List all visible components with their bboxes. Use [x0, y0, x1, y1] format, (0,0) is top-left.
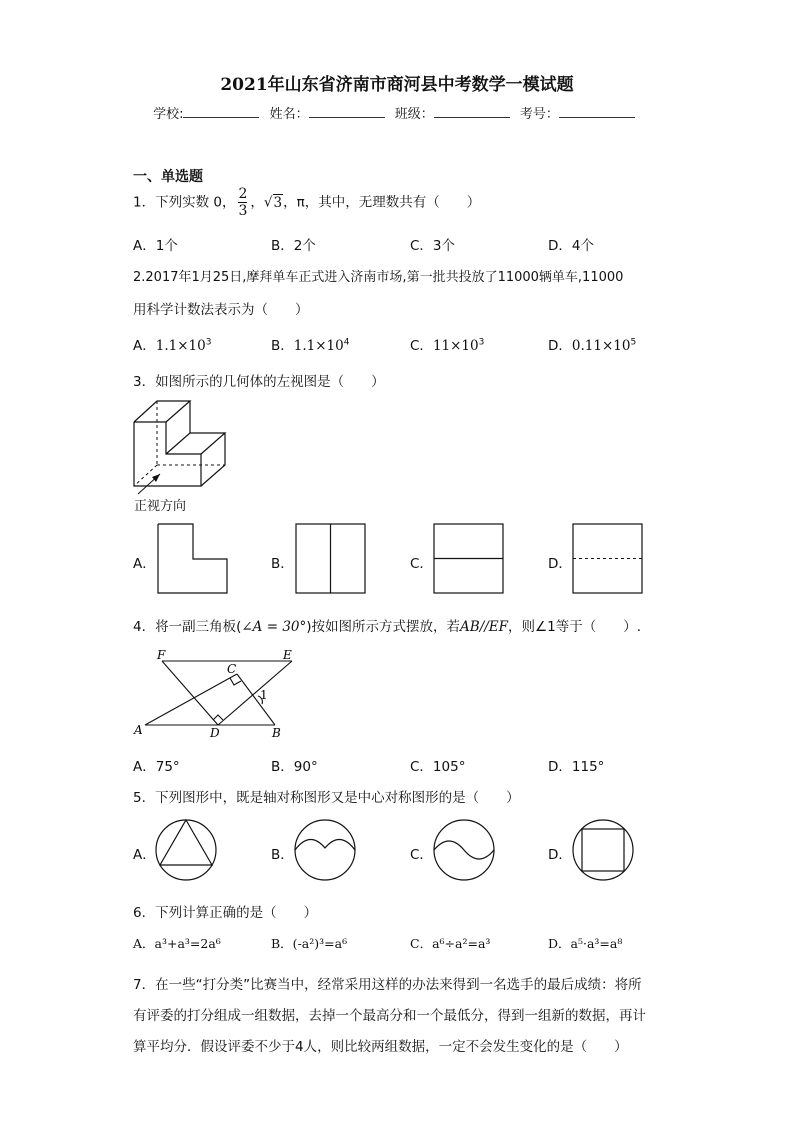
q2-option-c-exp: 3	[478, 337, 485, 348]
q5-option-b-figure[interactable]	[293, 818, 357, 882]
q4-suffix: ，则∠1等于（ ）.	[508, 619, 642, 635]
q1-frac-den: 3	[238, 203, 248, 219]
q3-option-c[interactable]: C．	[410, 556, 433, 572]
q5-option-b[interactable]: B．	[271, 847, 294, 863]
student-info	[0, 103, 794, 122]
q6-option-b[interactable]: B．(-a²)³=a⁶	[271, 936, 348, 951]
q6-stem: 6．下列计算正确的是（ ）	[133, 905, 318, 921]
q4-line-fd	[162, 661, 218, 725]
q1-option-a[interactable]: A．1个	[133, 238, 178, 254]
q1-option-d[interactable]: D．4个	[548, 238, 594, 254]
q1-prefix: 1．下列实数 0，	[133, 194, 236, 211]
q1-suffix: ，π，其中，无理数共有（ ）	[283, 194, 481, 211]
q2-option-b[interactable]	[271, 334, 349, 354]
q3-view-label: 正视方向	[134, 499, 187, 514]
q2-option-d-base: 0.11×10	[571, 338, 631, 354]
q2-option-d-exp: 5	[630, 337, 637, 348]
q2-option-d-label: D．	[548, 338, 572, 354]
q1-sqrt: √3	[263, 194, 283, 211]
q6-option-a[interactable]: A．a³+a³=2a⁶	[133, 936, 221, 951]
q5-option-d[interactable]: D．	[548, 847, 572, 863]
q5-stem: 5．下列图形中，既是轴对称图形又是中心对称图形的是（ ）	[133, 790, 520, 806]
q6-option-c[interactable]: C．a⁶÷a²=a³	[410, 936, 491, 951]
q3-hidden-diag	[134, 465, 157, 486]
q4-point-b: B	[272, 726, 281, 740]
q4-option-d[interactable]: D．115°	[548, 759, 605, 775]
q2-option-a[interactable]	[133, 334, 211, 354]
q3-solid-figure	[130, 398, 240, 498]
q2-option-a-label: A．	[133, 338, 156, 354]
q5-option-d-figure[interactable]	[571, 818, 635, 882]
q4-point-a: A	[134, 723, 143, 737]
q2-option-b-base: 1.1×10	[293, 338, 344, 354]
q4-option-a[interactable]: A．75°	[133, 759, 180, 775]
q2-option-a-base: 1.1×10	[155, 338, 206, 354]
q2-option-a-exp: 3	[205, 337, 212, 348]
q1-option-b[interactable]: B．2个	[271, 238, 316, 254]
q4-point-e: E	[283, 648, 292, 662]
q4-stem	[133, 615, 641, 635]
q2-option-b-exp: 4	[343, 337, 350, 348]
q3-step-top	[190, 433, 225, 454]
exam-no-label: 考号：	[519, 107, 559, 122]
q7-line2: 有评委的打分组成一组数据，去掉一个最高分和一个最低分，得到一组新的数据，再计	[133, 1008, 646, 1024]
q2-line2: 用科学计数法表示为（ ）	[133, 302, 309, 318]
q4-option-b[interactable]: B．90°	[271, 759, 318, 775]
q4-line-cb	[237, 674, 275, 725]
q3-option-b[interactable]: B．	[271, 556, 294, 572]
school-blank[interactable]	[183, 105, 259, 118]
q3-right-low	[201, 433, 225, 486]
q3-option-d[interactable]: D．	[548, 556, 572, 572]
school-label: 学校:	[153, 107, 184, 122]
q4-point-c: C	[227, 662, 237, 676]
q2-option-d[interactable]	[548, 334, 636, 354]
q5-option-c-figure[interactable]	[432, 818, 496, 882]
q1-sqrt-val: 3	[273, 194, 283, 211]
q3-option-a-figure[interactable]	[157, 523, 229, 595]
q4-angle-1-label: 1	[260, 688, 268, 702]
q4-point-f: F	[157, 648, 166, 662]
q4-line-ac	[145, 674, 237, 725]
q4-parallel: AB//EF	[460, 619, 509, 635]
q3-right-tall	[166, 401, 190, 454]
page-title: 2021年山东省济南市商河县中考数学一模试题	[220, 75, 574, 95]
name-blank[interactable]	[309, 105, 385, 118]
q4-angle: ∠A = 30°	[241, 619, 307, 635]
q4-point-d: D	[210, 726, 220, 740]
q7-line1: 7．在一些“打分类”比赛当中，经常采用这样的办法来得到一名选手的最后成绩：将所	[133, 977, 642, 993]
q3-stem: 3．如图所示的几何体的左视图是（ ）	[133, 374, 385, 390]
q3-option-a[interactable]: A．	[133, 556, 156, 572]
q1-frac-num: 2	[238, 186, 248, 202]
q4-prefix: 4．将一副三角板(	[133, 619, 242, 635]
q2-option-b-label: B．	[271, 338, 294, 354]
q3-option-c-figure[interactable]	[433, 523, 505, 595]
class-label: 班级：	[394, 107, 434, 122]
q3-front-face	[134, 422, 201, 486]
q1-comma: ，	[250, 194, 264, 211]
q4-triangle-figure	[130, 648, 310, 740]
q3-top-tall	[134, 401, 190, 422]
q3-option-b-figure[interactable]	[295, 523, 367, 595]
q5-option-c[interactable]: C．	[410, 847, 433, 863]
q4-right-angle-c	[230, 678, 241, 685]
exam-no-blank[interactable]	[559, 105, 635, 118]
q1-option-c[interactable]: C．3个	[410, 238, 456, 254]
q2-option-c-label: C．	[410, 338, 433, 354]
q5-option-a[interactable]: A．	[133, 847, 156, 863]
q3-option-d-figure[interactable]	[572, 523, 644, 595]
q4-option-c[interactable]: C．105°	[410, 759, 466, 775]
q2-option-c-base: 11×10	[432, 338, 479, 354]
q2-option-c[interactable]	[410, 334, 484, 354]
section-heading: 一、单选题	[133, 169, 203, 185]
class-blank[interactable]	[434, 105, 510, 118]
q4-middle: )按如图所示方式摆放，若	[306, 619, 461, 635]
q6-option-d[interactable]: D．a⁵·a³=a⁸	[548, 936, 623, 951]
q7-line3: 算平均分．假设评委不少于4人，则比较两组数据，一定不会发生变化的是（ ）	[133, 1039, 628, 1055]
q4-right-angle-d	[213, 715, 223, 720]
q2-line1: 2.2017年1月25日,摩拜单车正式进入济南市场,第一批共投放了11000辆单车,11000	[133, 270, 624, 285]
q1-stem	[133, 186, 480, 219]
name-label: 姓名：	[269, 107, 309, 122]
q5-option-a-figure[interactable]	[154, 818, 218, 882]
q1-fraction	[238, 186, 247, 219]
